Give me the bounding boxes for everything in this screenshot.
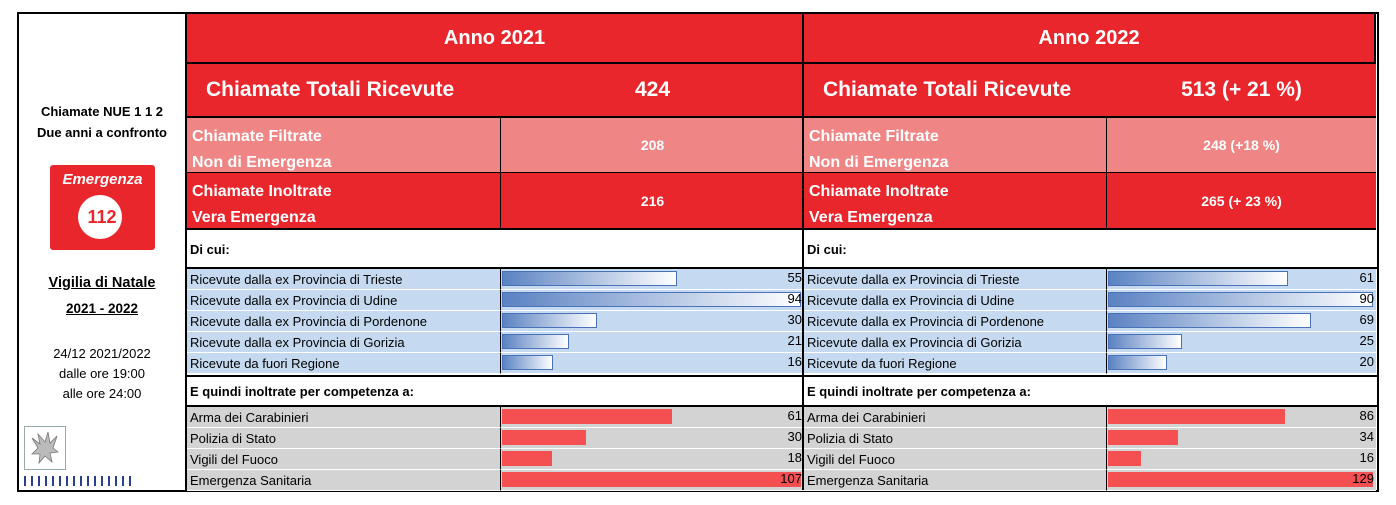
bar-cell	[1107, 269, 1376, 290]
category-label: Ricevute dalla ex Provincia di Udine	[804, 290, 1107, 311]
section-origin-heading: Di cui:	[804, 230, 1376, 269]
section-competence-heading: E quindi inoltrate per competenza a:	[804, 377, 1376, 407]
category-label: Ricevute dalla ex Provincia di Udine	[187, 290, 501, 311]
bar	[1108, 355, 1167, 370]
bar	[502, 313, 597, 328]
section-origin-heading: Di cui:	[187, 230, 804, 269]
bar-value-label: 34	[1359, 429, 1374, 444]
bar-value-label: 90	[1359, 291, 1374, 306]
bar	[502, 271, 677, 286]
left-panel	[19, 14, 187, 490]
bar-cell	[1107, 470, 1376, 491]
bar-value-label: 129	[1352, 471, 1374, 486]
bar-cell	[501, 407, 804, 428]
bar-value-label: 61	[1359, 270, 1374, 285]
bar	[1108, 271, 1288, 286]
bar	[502, 451, 552, 466]
year-divider	[802, 14, 804, 490]
bar-value-label: 25	[1359, 333, 1374, 348]
section-competence-heading: E quindi inoltrate per competenza a:	[187, 377, 804, 407]
bar	[502, 292, 801, 307]
bar-value-label: 16	[1359, 450, 1374, 465]
bar-cell	[1107, 332, 1376, 353]
category-label: Arma dei Carabinieri	[187, 407, 501, 428]
category-label: Emergenza Sanitaria	[804, 470, 1107, 491]
category-label: Ricevute dalla ex Provincia di Gorizia	[804, 332, 1107, 353]
bar-cell	[1107, 353, 1376, 374]
category-label: Ricevute dalla ex Provincia di Gorizia	[187, 332, 501, 353]
forwarded-line1: Chiamate Inoltrate	[809, 183, 949, 200]
bar-value-label: 61	[787, 408, 802, 423]
filtered-line1: Chiamate Filtrate	[192, 128, 322, 145]
year-header: Anno 2021	[187, 14, 804, 64]
forwarded-calls-value: 216	[501, 173, 804, 230]
category-label: Ricevute dalla ex Provincia di Pordenone	[187, 311, 501, 332]
bar-value-label: 86	[1359, 408, 1374, 423]
bar-cell	[501, 290, 804, 311]
infographic-frame	[17, 12, 1379, 492]
category-label: Ricevute da fuori Regione	[187, 353, 501, 374]
bar	[1108, 409, 1285, 424]
bar	[1108, 451, 1141, 466]
event-title: Vigilia di Natale	[48, 275, 156, 291]
bar-cell	[501, 332, 804, 353]
bar	[1108, 313, 1311, 328]
forwarded-line2: Vera Emergenza	[192, 209, 316, 226]
bar	[1108, 292, 1373, 307]
bar-cell	[501, 449, 804, 470]
filtered-line2: Non di Emergenza	[809, 154, 949, 171]
filtered-calls-value: 208	[501, 118, 804, 173]
table-rule	[187, 267, 1377, 269]
panel-title: Chiamate NUE 1 1 2	[40, 104, 164, 119]
category-label: Vigili del Fuoco	[804, 449, 1107, 470]
bar-cell	[501, 269, 804, 290]
bar-value-label: 20	[1359, 354, 1374, 369]
emergency-112-logo	[50, 165, 155, 250]
bar-value-label: 16	[787, 354, 802, 369]
total-calls-value: 424	[501, 64, 804, 118]
filtered-line2: Non di Emergenza	[192, 154, 332, 171]
category-label: Ricevute dalla ex Provincia di Trieste	[804, 269, 1107, 290]
total-calls-label: Chiamate Totali Ricevute	[804, 64, 1107, 118]
logo-number: 112	[87, 207, 117, 227]
category-label: Polizia di Stato	[804, 428, 1107, 449]
time-to-line: alle ore 24:00	[62, 386, 142, 401]
total-calls-value: 513 (+ 21 %)	[1107, 64, 1376, 118]
bar-cell	[1107, 290, 1376, 311]
time-from-line: dalle ore 19:00	[58, 366, 145, 381]
forwarded-calls-value: 265 (+ 23 %)	[1107, 173, 1376, 230]
bar-cell	[1107, 311, 1376, 332]
forwarded-calls-label	[187, 173, 501, 230]
filtered-line1: Chiamate Filtrate	[809, 128, 939, 145]
panel-subtitle: Due anni a confronto	[37, 125, 167, 140]
bar-value-label: 69	[1359, 312, 1374, 327]
category-label: Ricevute dalla ex Provincia di Trieste	[187, 269, 501, 290]
filtered-calls-value: 248 (+18 %)	[1107, 118, 1376, 173]
bar-cell	[1107, 407, 1376, 428]
eagle-emblem-icon	[24, 426, 66, 470]
table-rule	[187, 375, 1377, 377]
bar-cell	[1107, 449, 1376, 470]
event-years: 2021 - 2022	[65, 301, 139, 316]
forwarded-line1: Chiamate Inoltrate	[192, 183, 332, 200]
bar	[1108, 430, 1178, 445]
bar	[502, 334, 569, 349]
date-line: 24/12 2021/2022	[53, 346, 151, 361]
logo-word: Emergenza	[62, 171, 143, 188]
bar-cell	[501, 311, 804, 332]
bar	[502, 430, 586, 445]
bar	[502, 355, 553, 370]
filtered-calls-label	[187, 118, 501, 173]
filtered-calls-label	[804, 118, 1107, 173]
stripes-decoration-icon	[24, 476, 132, 486]
bar	[502, 472, 801, 487]
category-label: Ricevute da fuori Regione	[804, 353, 1107, 374]
bar-value-label: 30	[787, 312, 802, 327]
category-label: Polizia di Stato	[187, 428, 501, 449]
bar	[502, 409, 672, 424]
forwarded-calls-label	[804, 173, 1107, 230]
bar-cell	[1107, 428, 1376, 449]
category-label: Arma dei Carabinieri	[804, 407, 1107, 428]
category-label: Vigili del Fuoco	[187, 449, 501, 470]
bar	[1108, 472, 1373, 487]
bar-cell	[501, 428, 804, 449]
bar-cell	[501, 470, 804, 491]
bar-value-label: 107	[780, 471, 802, 486]
bar-value-label: 21	[787, 333, 802, 348]
bar-value-label: 55	[787, 270, 802, 285]
year-header: Anno 2022	[804, 14, 1376, 64]
bar	[1108, 334, 1182, 349]
bar-cell	[501, 353, 804, 374]
bar-value-label: 18	[787, 450, 802, 465]
forwarded-line2: Vera Emergenza	[809, 209, 933, 226]
bar-value-label: 30	[787, 429, 802, 444]
bar-value-label: 94	[787, 291, 802, 306]
total-calls-label: Chiamate Totali Ricevute	[187, 64, 501, 118]
table-rule	[187, 405, 1377, 407]
category-label: Emergenza Sanitaria	[187, 470, 501, 491]
category-label: Ricevute dalla ex Provincia di Pordenone	[804, 311, 1107, 332]
